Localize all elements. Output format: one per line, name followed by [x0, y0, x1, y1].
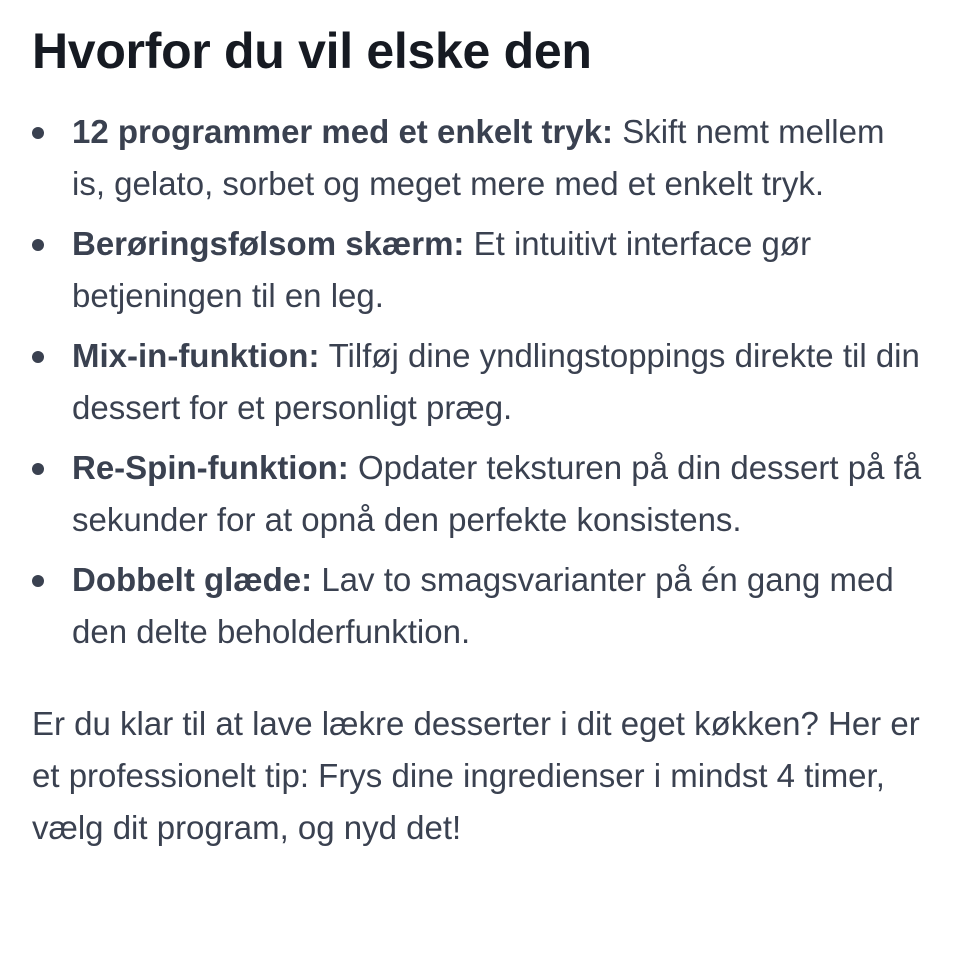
- section-heading: Hvorfor du vil elske den: [32, 23, 592, 79]
- bullet-icon: [32, 463, 44, 475]
- feature-item: [32, 554, 926, 658]
- closing-paragraph: Er du klar til at lave lækre desserter i dit eget køkken? Her er et professionelt tip: Frys dine ingredienser i mindst 4 timer, vælg dit program, og nyd det!: [32, 705, 920, 846]
- feature-text: Skift nemt mellem is, gelato, sorbet og meget mere med et enkelt tryk.: [72, 113, 885, 202]
- feature-title: Dobbelt glæde:: [72, 561, 322, 598]
- feature-text: Tilføj dine yndlingstoppings direkte til din dessert for et personligt præg.: [72, 337, 920, 426]
- feature-title: Re-Spin-funktion:: [72, 449, 358, 486]
- feature-item: [32, 106, 926, 210]
- feature-item: [32, 442, 926, 546]
- feature-text: Opdater teksturen på din dessert på få sekunder for at opnå den perfekte konsistens.: [72, 449, 922, 538]
- bullet-icon: [32, 239, 44, 251]
- feature-item: [32, 218, 926, 322]
- feature-text: Et intuitivt interface gør betjeningen til en leg.: [72, 225, 812, 314]
- feature-text: Lav to smagsvarianter på én gang med den delte beholderfunktion.: [72, 561, 894, 650]
- bullet-icon: [32, 351, 44, 363]
- feature-title: 12 programmer med et enkelt tryk:: [72, 113, 623, 150]
- feature-item: [32, 330, 926, 434]
- bullet-icon: [32, 127, 44, 139]
- feature-list: [32, 106, 926, 658]
- feature-title: Berøringsfølsom skærm:: [72, 225, 474, 262]
- feature-title: Mix-in-funktion:: [72, 337, 329, 374]
- bullet-icon: [32, 575, 44, 587]
